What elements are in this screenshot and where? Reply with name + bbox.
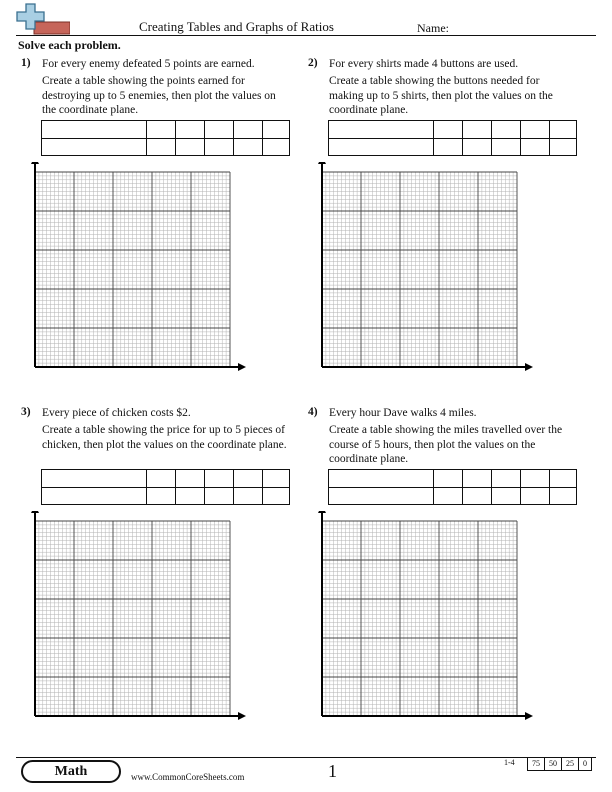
header-divider [16,35,596,36]
table-row-divider [42,487,289,488]
score-cell: 25 [561,758,578,770]
grid-minor-lines [35,172,230,367]
website-url: www.CommonCoreSheets.com [131,772,245,782]
problem-statement: For every enemy defeated 5 points are earned. [42,58,255,70]
ratio-table[interactable] [328,469,577,505]
table-column-divider [204,470,205,504]
ratio-table[interactable] [328,120,577,156]
page-title: Creating Tables and Graphs of Ratios [139,19,334,34]
coordinate-plane[interactable] [21,511,251,731]
x-axis-arrow-icon [238,712,246,720]
table-column-divider [433,121,434,155]
table-row-divider [329,138,576,139]
x-axis-arrow-icon [238,363,246,371]
table-column-divider [549,470,550,504]
plus-pencil-logo-icon [16,3,70,37]
table-column-divider [462,470,463,504]
y-axis-arrow-icon [318,162,326,164]
y-axis-arrow-icon [318,511,326,513]
problem-number: 3) [21,406,31,418]
table-row-divider [329,487,576,488]
problem-number: 4) [308,406,318,418]
problem-1 [16,57,286,397]
table-column-divider [462,121,463,155]
score-range: 1-4 [504,758,515,767]
table-column-divider [491,470,492,504]
problem-task: Create a table showing the miles travelled over the course of 5 hours, then plot the values on the coordinate plane. [329,424,563,465]
table-column-divider [262,470,263,504]
y-axis-arrow-icon [31,162,39,164]
name-label: Name: [417,21,449,35]
problem-task: Create a table showing the price for up to 5 pieces of chicken, then plot the values on the coordinate plane. [42,424,287,451]
table-column-divider [175,470,176,504]
problem-number: 1) [21,57,31,69]
problem-statement: Every piece of chicken costs $2. [42,407,191,419]
table-row-divider [42,138,289,139]
x-axis-arrow-icon [525,712,533,720]
problem-4 [303,406,573,746]
page-number: 1 [328,761,337,781]
math-badge: Math [21,760,121,783]
table-column-divider [146,121,147,155]
instructions: Solve each problem. [18,38,121,52]
grid-minor-lines [322,521,517,716]
score-table [527,757,592,771]
score-cell: 0 [578,758,591,770]
coordinate-plane[interactable] [21,162,251,382]
problem-3 [16,406,286,746]
score-cell: 75 [532,759,540,768]
problem-task: Create a table showing the buttons needed for making up to 5 shirts, then plot the values on the coordinate plane. [329,75,553,116]
x-axis-arrow-icon [525,363,533,371]
table-column-divider [433,470,434,504]
coordinate-plane[interactable] [308,511,538,731]
table-column-divider [491,121,492,155]
problem-2 [303,57,573,397]
ratio-table[interactable] [41,120,290,156]
table-column-divider [175,121,176,155]
table-column-divider [262,121,263,155]
table-column-divider [146,470,147,504]
problem-statement: Every hour Dave walks 4 miles. [329,407,477,419]
table-column-divider [204,121,205,155]
table-column-divider [549,121,550,155]
score-cell: 50 [544,758,561,770]
table-column-divider [520,121,521,155]
table-column-divider [233,121,234,155]
table-column-divider [520,470,521,504]
y-axis-arrow-icon [31,511,39,513]
coordinate-plane[interactable] [308,162,538,382]
table-column-divider [233,470,234,504]
problem-statement: For every shirts made 4 buttons are used. [329,58,519,70]
grid-minor-lines [35,521,230,716]
grid-minor-lines [322,172,517,367]
problem-task: Create a table showing the points earned for destroying up to 5 enemies, then plot the values on the coordinate plane. [42,75,276,116]
ratio-table[interactable] [41,469,290,505]
problem-number: 2) [308,57,318,69]
